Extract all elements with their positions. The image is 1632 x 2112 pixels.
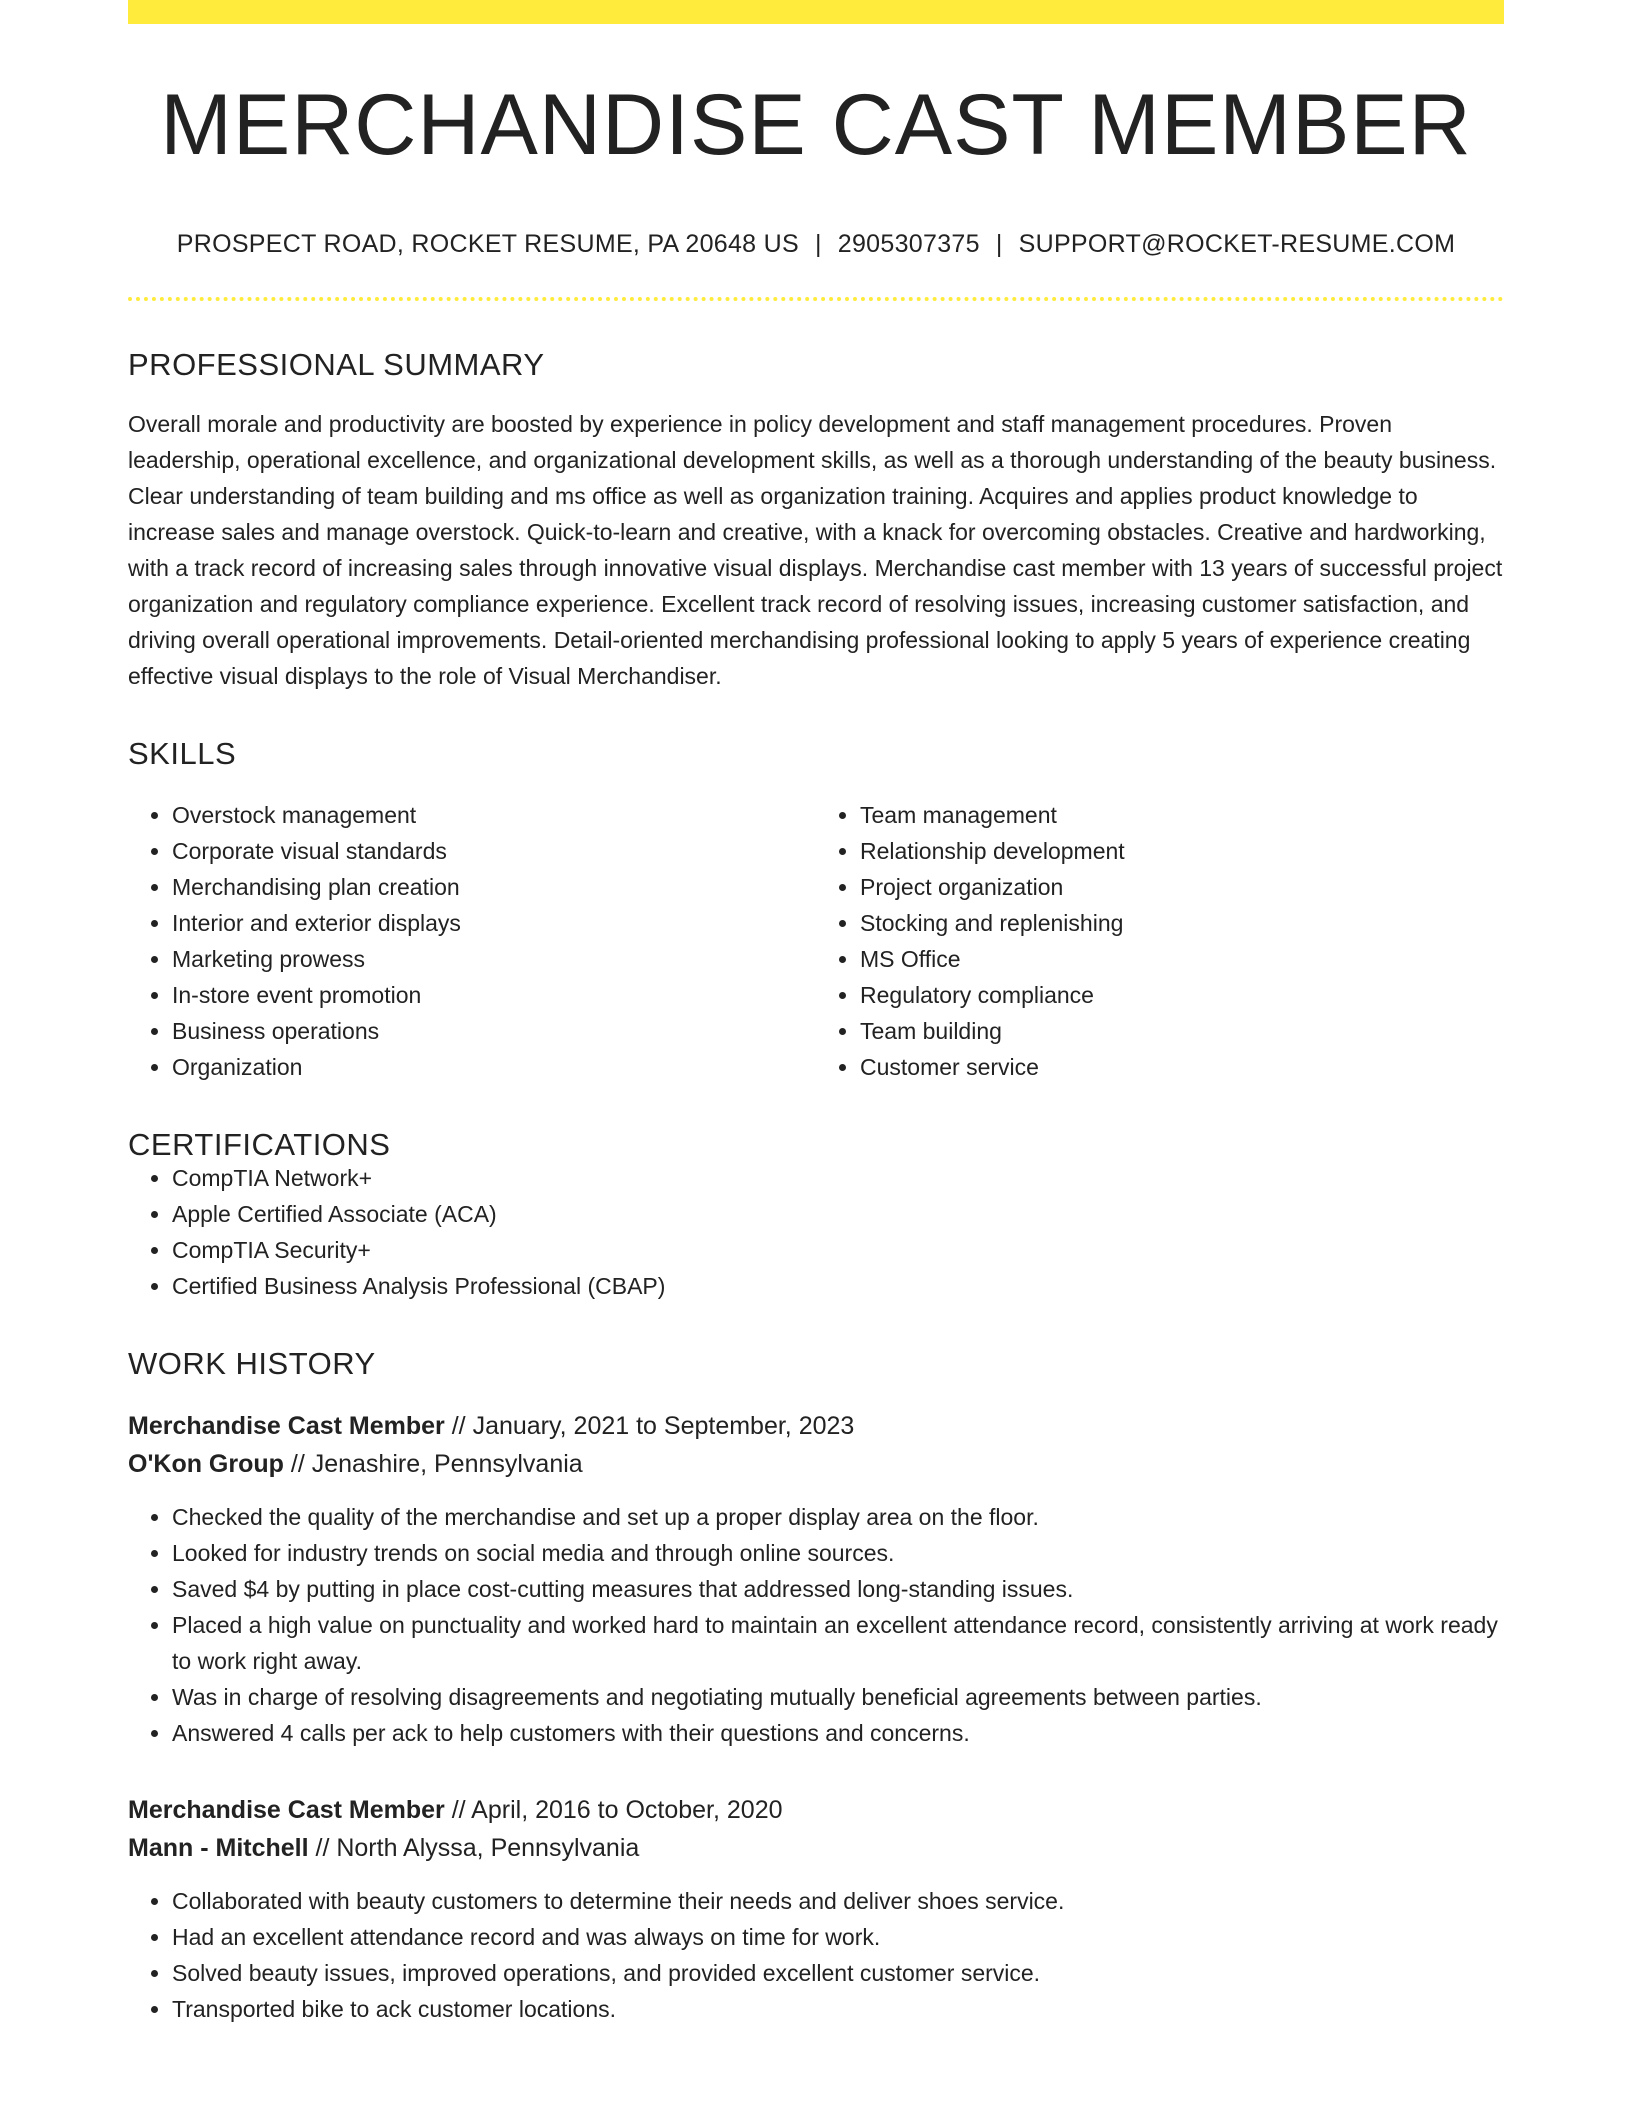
skill-item: • In-store event promotion [172,977,816,1013]
skill-item: • Team management [860,797,1504,833]
job-dates: // January, 2021 to September, 2023 [444,1412,855,1440]
skill-item: • Business operations [172,1013,816,1049]
skill-item: • Team building [860,1013,1504,1049]
summary-heading: PROFESSIONAL SUMMARY [128,347,545,382]
skill-item: • Merchandising plan creation [172,869,816,905]
skills-list-right [816,797,1504,1085]
contact-email: SUPPORT@ROCKET-RESUME.COM [1018,230,1456,258]
job-company: O'Kon Group [128,1450,284,1478]
job-company-line [128,1445,1504,1483]
job-role: Merchandise Cast Member [128,1796,445,1824]
job-duty-item: • Answered 4 calls per ack to help customers with their questions and concerns. [172,1715,1504,1751]
accent-bar [128,0,1504,24]
job-duty-item: • Solved beauty issues, improved operations, and provided excellent customer service. [172,1955,1504,1991]
certifications-heading: CERTIFICATIONS [128,1127,391,1162]
job-dates: // April, 2016 to October, 2020 [444,1796,783,1824]
job-location: // Jenashire, Pennsylvania [283,1450,583,1478]
skills-heading: SKILLS [128,736,237,771]
skill-item: • Overstock management [172,797,816,833]
header-divider [128,297,1504,301]
resume-page [128,0,1504,2027]
job-company-line [128,1829,1504,1867]
skill-item: • Customer service [860,1049,1504,1085]
job-duty-item: • Placed a high value on punctuality and worked hard to maintain an excellent attendance record, consistently arriving at work ready to work right away. [172,1607,1504,1679]
job-duty-item: • Had an excellent attendance record and was always on time for work. [172,1919,1504,1955]
job-duty-item: • Checked the quality of the merchandise and set up a proper display area on the floor. [172,1499,1504,1535]
job-duties-list [128,1883,1504,2027]
summary-text: Overall morale and productivity are boosted by experience in policy development and staff management procedures. Proven leadership, operational excellence, and organizational development skills, as well as a thorough understanding of the beauty business. Clear understanding of team building and ms office as well as organization training. Acquires and applies product knowledge to increase sales and manage overstock. Quick-to-learn and creative, with a knack for overcoming obstacles. Creative and hardworking, with a track record of increasing sales through innovative visual displays. Merchandise cast member with 13 years of successful project organization and regulatory compliance experience. Excellent track record of resolving issues, increasing customer satisfaction, and driving overall operational improvements. Detail-oriented merchandising professional looking to apply 5 years of experience creating effective visual displays to the role of Visual Merchandiser. [128,411,1503,689]
job-title-line [128,1791,1504,1829]
contact-phone: 2905307375 [837,230,980,258]
skill-item: • Regulatory compliance [860,977,1504,1013]
skill-item: • Project organization [860,869,1504,905]
skills-columns [128,797,1504,1085]
job-company: Mann - Mitchell [128,1834,309,1862]
skills-list-left [128,797,816,1085]
skill-item: • Organization [172,1049,816,1085]
skill-item: • Interior and exterior displays [172,905,816,941]
skill-item: • MS Office [860,941,1504,977]
contact-separator: | [814,230,822,258]
skill-item: • Marketing prowess [172,941,816,977]
skill-item: • Corporate visual standards [172,833,816,869]
certifications-list [128,1160,1504,1304]
job-duties-list [128,1499,1504,1751]
contact-line [128,232,1504,257]
certification-item: • CompTIA Security+ [172,1232,1504,1268]
contact-separator: | [995,230,1003,258]
job-duty-item: • Saved $4 by putting in place cost-cutting measures that addressed long-standing issues. [172,1571,1504,1607]
job-entry [128,1791,1504,2027]
job-title-line [128,1407,1504,1445]
certification-item: • Certified Business Analysis Professional (CBAP) [172,1268,1504,1304]
job-duty-item: • Looked for industry trends on social media and through online sources. [172,1535,1504,1571]
contact-address: PROSPECT ROAD, ROCKET RESUME, PA 20648 US [176,230,799,258]
job-duty-item: • Collaborated with beauty customers to determine their needs and deliver shoes service. [172,1883,1504,1919]
job-location: // North Alyssa, Pennsylvania [308,1834,640,1862]
job-duty-item: • Was in charge of resolving disagreements and negotiating mutually beneficial agreements between parties. [172,1679,1504,1715]
certification-item: • CompTIA Network+ [172,1160,1504,1196]
page-title: MERCHANDISE CAST MEMBER [160,77,1472,173]
job-duty-item: • Transported bike to ack customer locations. [172,1991,1504,2027]
job-entry [128,1407,1504,1751]
skill-item: • Stocking and replenishing [860,905,1504,941]
certification-item: • Apple Certified Associate (ACA) [172,1196,1504,1232]
skill-item: • Relationship development [860,833,1504,869]
work-history-heading: WORK HISTORY [128,1346,376,1381]
job-role: Merchandise Cast Member [128,1412,445,1440]
